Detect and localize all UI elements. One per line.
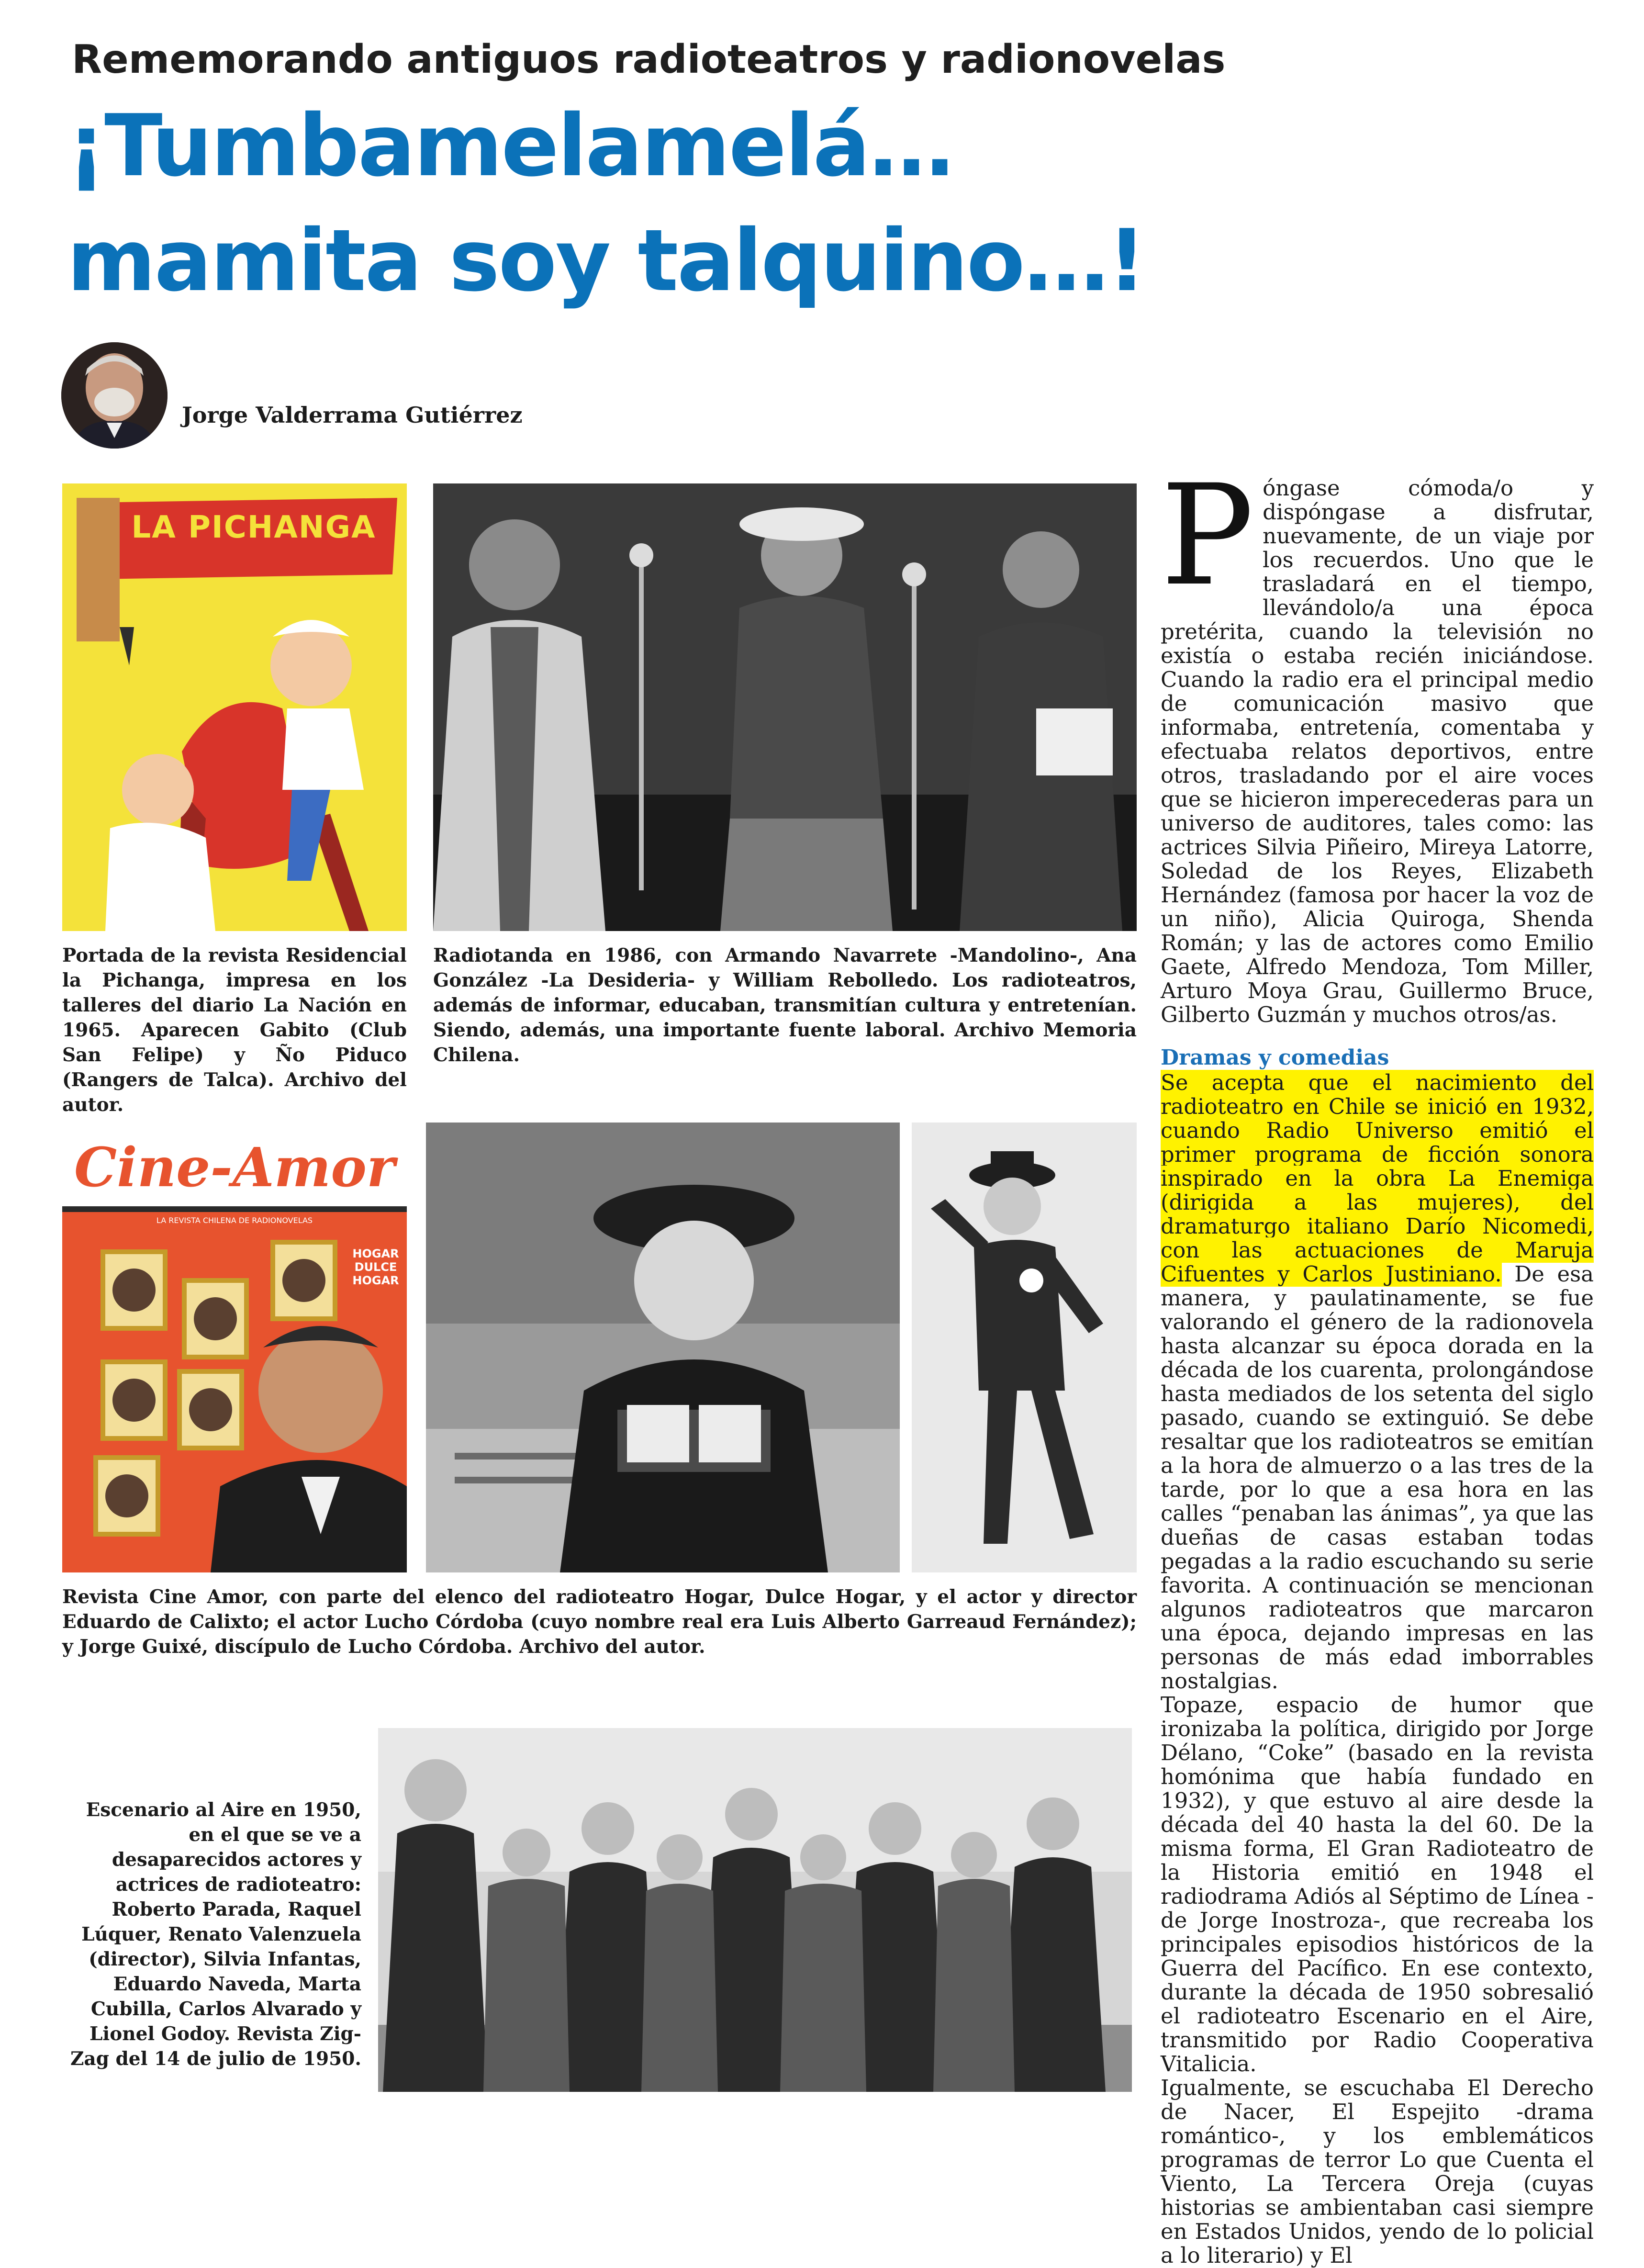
headline-line-2: mamita soy talquino…! <box>67 211 1145 310</box>
paragraph-4: Igualmente, se escuchaba El Derecho de Nacer, El Espejito -drama romántico-, y los emblemáticos programas de terror Lo que Cuenta el Viento, La Tercera Oreja (cuyas historias se ambientaban casi siempre en Estados Unidos, yendo de lo policial a lo literario) y El <box>1161 2075 1594 2268</box>
intro-paragraph <box>1161 455 1594 1027</box>
photo-jorge-guixe <box>912 1123 1137 1572</box>
photo-escenario-al-aire <box>378 1728 1132 2092</box>
kicker: Rememorando antiguos radioteatros y radionovelas <box>72 37 1226 82</box>
cine-amor-masthead: Cine-Amor <box>74 1136 395 1199</box>
author-name: Jorge Valderrama Gutiérrez <box>182 402 523 428</box>
photo-la-pichanga <box>62 483 407 931</box>
intro-text: óngase cómoda/o y dispóngase a disfrutar, nuevamente, de un viaje por los recuerdos. Uno que le trasladará en el tiempo, llevándolo/a una época pretérita, cuando la televisión no existía o estaba recién iniciándose. Cuando la radio era el principal medio de comunicación masivo que informaba, entretenía, comentaba y efectuaba relatos deportivos, entre otros, trasladando por el aire voces que se hicieron imperecederas para un universo de auditores, tales como: las actrices Silvia Piñeiro, Mireya Latorre, Soledad de los Reyes, Elizabeth Hernández (famosa por hacer la voz de un niño), Alicia Quiroga, Shenda Román; y las de actores como Emilio Gaete, Alfredo Mendoza, Tom Miller, Arturo Moya Grau, Guillermo Bruce, Gilberto Guzmán y muchos otros/as. <box>1161 475 1594 1027</box>
cine-amor-feature: HOGAR DULCE HOGAR <box>352 1247 399 1287</box>
headline-line-1: ¡Tumbamelamelá… <box>67 96 953 195</box>
paragraph-3: Topaze, espacio de humor que ironizaba la política, dirigido por Jorge Délano, “Coke” (basado en la revista homónima que había fundado en 1932), y que estuvo al aire desde la década del 40 hasta la del 60. De la misma forma, El Gran Radioteatro de la Historia emitió en 1948 el radiodrama Adiós al Séptimo de Línea -de Jorge Inostroza-, que recreaba los principales episodios históricos de la Guerra del Pacífico. En ese contexto, durante la década de 1950 sobresalió el radioteatro Escenario en el Aire, transmitido por Radio Cooperativa Vitalicia. <box>1161 1692 1594 2077</box>
subhead-dramas-comedias: Dramas y comedias <box>1161 1045 1389 1070</box>
paragraph-2-text: De esa manera, y paulatinamente, se fue valorando el género de la radionovela hasta alcanzar su época dorada en la década de los cuarenta, prolongándose hasta mediados de los setenta del siglo pasado, cuando se extinguió. Se debe resaltar que los radioteatros se emitían a la hora de almuerzo o a las tres de la tarde, por lo que a esa hora en las calles “penaban las ánimas”, ya que las dueñas de casas estaban todas pegadas a la radio escuchando su serie favorita. A continuación se mencionan algunos radioteatros que marcaron una época, dejando impresas en las personas de más edad imborrables nostalgias. <box>1161 1261 1594 1694</box>
pichanga-masthead: LA PICHANGA <box>131 510 376 545</box>
photo-radiotanda <box>433 483 1137 931</box>
headline <box>67 89 1599 318</box>
caption-radiotanda: Radiotanda en 1986, con Armando Navarrete -Mandolino-, Ana González -La Desideria- y William Rebolledo. Los radioteatros, además de informar, educaban, transmitían cultura y entretenían. Siendo, además, una importante fuente laboral. Archivo Memoria Chilena. <box>433 944 1137 1066</box>
photo-lucho-cordoba <box>426 1123 900 1572</box>
author-avatar <box>61 342 168 449</box>
paragraph-2 <box>1161 1071 1594 1693</box>
cine-amor-subline: LA REVISTA CHILENA DE RADIONOVELAS <box>156 1216 313 1225</box>
drop-cap: P <box>1161 455 1254 617</box>
highlighted-text: Se acepta que el nacimiento del radioteatro en Chile se inició en 1932, cuando Radio Universo emitió el primer programa de ficción sonora inspirado en la obra La Enemiga (dirigida a las mujeres), del dramaturgo italiano Darío Nicomedi, con las actuaciones de Maruja Cifuentes y Carlos Justiniano. <box>1161 1070 1594 1287</box>
caption-la-pichanga: Portada de la revista Residencial la Pichanga, impresa en los talleres del diario La Nación en 1965. Aparecen Gabito (Club San Felipe) y Ño Piduco (Rangers de Talca). Archivo del autor. <box>62 944 407 1116</box>
article-body <box>1161 455 1594 2268</box>
caption-escenario: Escenario al Aire en 1950, en el que se ve a desaparecidos actores y actrices de radioteatro: Roberto Parada, Raquel Lúquer, Renato Valenzuela (director), Silvia Infantas, Eduardo Naveda, Marta Cubilla, Carlos Alvarado y Lionel Godoy. Revista Zig-Zag del 14 de julio de 1950. <box>70 1799 361 2070</box>
caption-cine-amor: Revista Cine Amor, con parte del elenco del radioteatro Hogar, Dulce Hogar, y el actor y director Eduardo de Calixto; el actor Lucho Córdoba (cuyo nombre real era Luis Alberto Garreaud Fernández); y Jorge Guixé, discípulo de Lucho Córdoba. Archivo del autor. <box>62 1586 1137 1658</box>
photo-cine-amor <box>62 1123 407 1572</box>
